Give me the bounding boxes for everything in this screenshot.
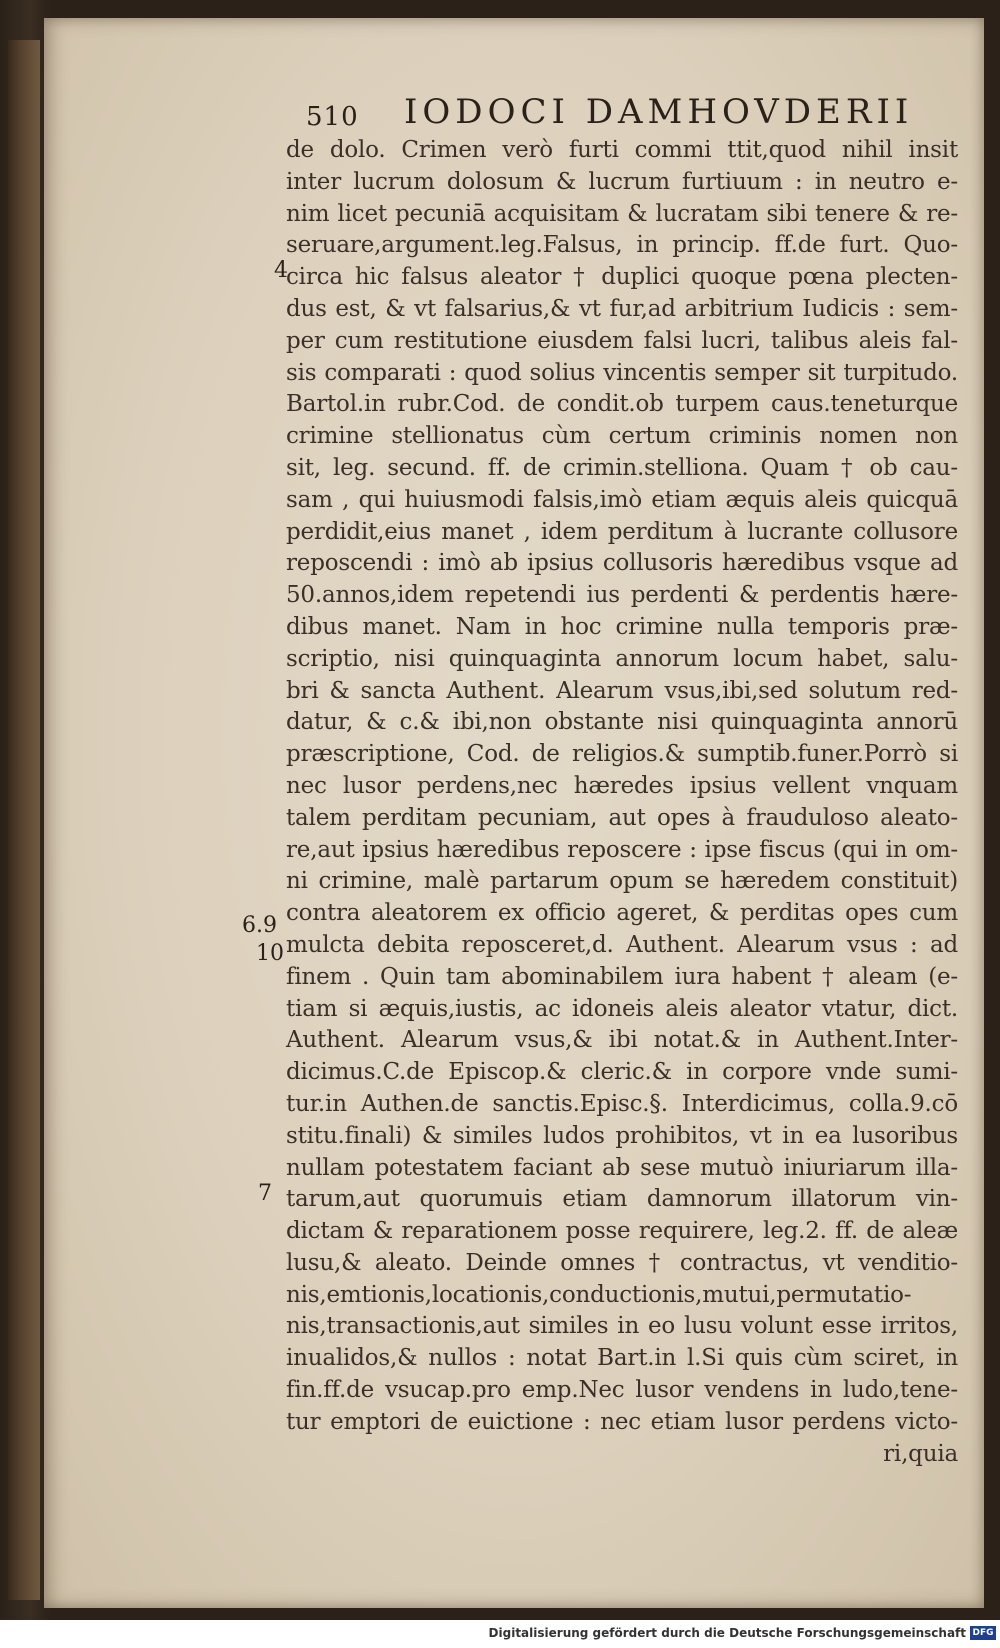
text-line: nis,emtionis,locationis,conductionis,mutui,permutatio-	[286, 1281, 912, 1308]
text-line: nis,transactionis,aut similes in eo lusu volunt esse irritos,	[286, 1313, 958, 1340]
text-line: 50.annos,idem repetendi ius perdenti & perdentis hære-	[286, 582, 958, 609]
dfg-logo-icon: DFG	[970, 1626, 996, 1640]
text-line: de dolo. Crimen verò furti commi ttit,quod nihil insit	[286, 137, 958, 163]
running-head: IODOCI DAMHOVDERII	[404, 92, 914, 132]
text-line: præscriptione, Cod. de religios.& sumptib.funer.Porrò si	[286, 741, 958, 768]
text-line: fin.ff.de vsucap.pro emp.Nec lusor vendens in ludo,tene-	[286, 1377, 958, 1404]
margin-note: 4	[274, 258, 288, 283]
text-line: ri,quia	[883, 1440, 958, 1467]
text-line: mulcta debita reposceret,d. Authent. Alearum vsus : ad	[286, 931, 958, 958]
text-line: sis comparati : quod solius vincentis semper sit turpitudo.	[286, 359, 958, 386]
text-line: finem . Quin tam abominabilem iura habent † aleam (e-	[286, 963, 958, 990]
text-line: inualidos,& nullos : notat Bart.in l.Si quis cùm sciret, in	[286, 1345, 958, 1372]
text-line: sam , qui huiusmodi falsis,imò etiam æquis aleis quicquā	[286, 486, 958, 513]
page-header	[44, 84, 984, 134]
text-line: tarum,aut quorumuis etiam damnorum illatorum vin-	[286, 1186, 958, 1213]
text-line: contra aleatorem ex officio ageret, & perditas opes cum	[286, 900, 958, 927]
text-line: lusu,& aleato. Deinde omnes † contractus, vt venditio-	[286, 1249, 958, 1276]
text-line: datur, & c.& ibi,non obstante nisi quinquaginta annorū	[286, 709, 958, 736]
binding-edge	[8, 40, 40, 1600]
text-line: perdidit,eius manet , idem perditum à lucrante collusore	[286, 518, 958, 545]
text-line: nim licet pecuniā acquisitam & lucratam sibi tenere & re-	[286, 200, 958, 227]
text-line: re,aut ipsius hæredibus reposcere : ipse fiscus (qui in om-	[286, 836, 958, 863]
text-line: tur.in Authen.de sanctis.Episc.§. Interdicimus, colla.9.cō	[286, 1090, 958, 1117]
text-line: Authent. Alearum vsus,& ibi notat.& in Authent.Inter-	[286, 1027, 958, 1054]
text-line: ni crimine, malè partarum opum se hæredem constituit)	[286, 868, 958, 895]
text-line: dus est, & vt falsarius,& vt fur,ad arbitrium Iudicis : sem-	[286, 295, 958, 322]
text-line: scriptio, nisi quinquaginta annorum locum habet, salu-	[286, 645, 958, 672]
margin-note: 6.9	[242, 913, 277, 938]
body-text	[286, 135, 958, 1470]
text-line: tur emptori de euictione : nec etiam lusor perdens victo-	[286, 1408, 958, 1435]
text-line: inter lucrum dolosum & lucrum furtiuum : in neutro e-	[286, 168, 958, 195]
page-number: 510	[306, 102, 359, 132]
text-line: tiam si æquis,iustis, ac idoneis aleis aleator vtatur, dict.	[286, 995, 958, 1022]
footer-bar	[0, 1620, 1000, 1648]
text-line: talem perditam pecuniam, aut opes à fraudulosо aleato-	[286, 804, 958, 831]
book-page	[44, 18, 984, 1608]
text-line: nullam potestatem faciant ab sese mutuò iniuriarum illa-	[286, 1154, 958, 1181]
text-line: circa hic falsus aleator † duplici quoque pœna plecten-	[286, 264, 958, 291]
text-line: stitu.finali) & similes ludos prohibitos, vt in ea lusoribus	[286, 1122, 958, 1149]
margin-note: 7	[258, 1181, 272, 1206]
text-line: bri & sancta Authent. Alearum vsus,ibi,sed solutum red-	[286, 677, 958, 704]
text-line: dicimus.C.de Episcop.& cleric.& in corpore vnde sumi-	[286, 1059, 958, 1086]
text-line: dictam & reparationem posse requirere, leg.2. ff. de aleæ	[286, 1218, 958, 1245]
text-line: dibus manet. Nam in hoc crimine nulla temporis præ-	[286, 613, 958, 640]
text-line: nec lusor perdens,nec hæredes ipsius vellent vnquam	[286, 772, 958, 799]
text-line: per cum restitutione eiusdem falsi lucri, talibus aleis fal-	[286, 327, 958, 354]
text-line: crimine stellionatus cùm certum criminis nomen non	[286, 423, 958, 450]
text-line: sit, leg. secund. ff. de crimin.stelliona. Quam † ob cau-	[286, 454, 958, 481]
text-line: seruare,argument.leg.Falsus, in princip. ff.de furt. Quo-	[286, 232, 958, 259]
text-line: Bartol.in rubr.Cod. de condit.ob turpem caus.teneturque	[286, 391, 958, 418]
text-line: reposcendi : imò ab ipsius collusoris hæredibus vsque ad	[286, 550, 958, 577]
digitization-credit: Digitalisierung gefördert durch die Deutsche Forschungsgemeinschaft	[488, 1626, 966, 1640]
margin-note: 10	[256, 941, 284, 966]
